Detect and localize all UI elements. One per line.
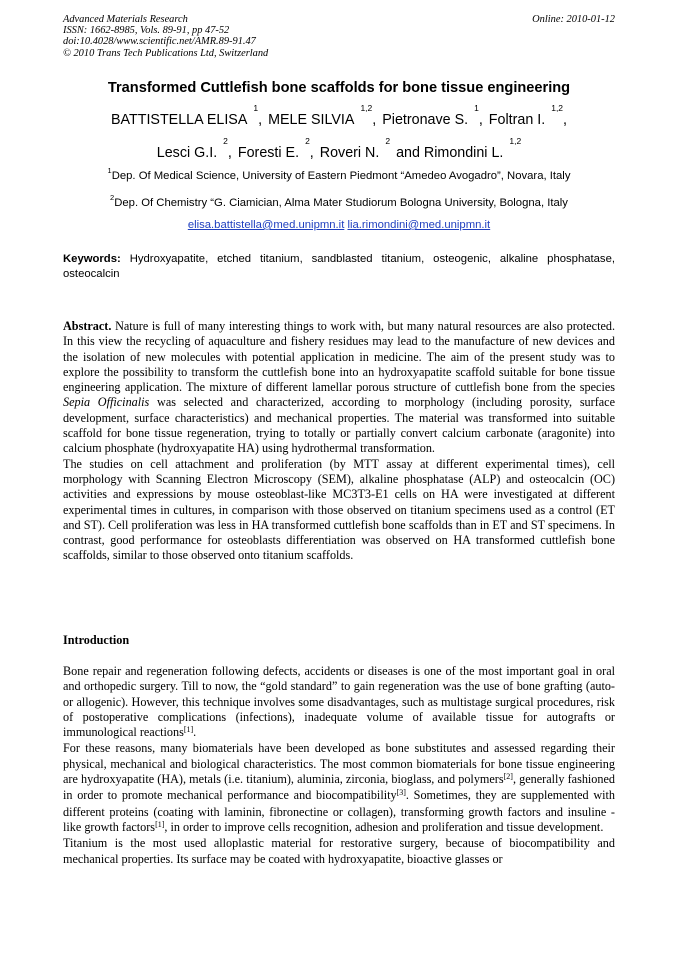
species-name: Sepia Officinalis [63,395,150,410]
author-name: Foltran I.$^{1,2}$, [488,103,568,128]
author-name: Foresti E.$^2$, [237,136,314,161]
citation: [2] [503,772,513,782]
author-emails [63,219,615,231]
keywords-section [63,252,615,281]
author-name: MELE SILVIA$^{1,2}$, [268,103,377,128]
citation: [1] [155,819,165,829]
journal-name: Advanced Materials Research [63,14,188,25]
citation: [1] [183,725,194,735]
section-heading-introduction: Introduction [63,633,130,647]
author-name: BATTISTELLA ELISA$^1$, [110,103,263,128]
author-name: Roveri N.$^2$ [319,136,391,161]
abstract-paragraph-2: The studies on cell attachment and proliferation (by MTT assay at different experimental times), cell morphology with Scanning Electron Microscopy (SEM), alkaline phosphatase (ALP) and osteocalcin (OC) activities and expressions by mouse osteoblast-like MC3T3-E1 cells on HA were investigated at different experimental times in cultures, in comparison with those observed on titanium specimens used as a control (ET and ST). Cell proliferation was less in HA transformed cuttlefish bone scaffolds than in ET and ST specimens. In contrast, good performance for osteoblasts differentiation was observed on HA transformed cuttlefish bone scaffolds, similar to those observed onto titanium scaffolds. [63,456,615,563]
email-link-battistella[interactable]: elisa.battistella@med.unipmn.it [187,219,345,231]
intro-paragraph-3: Titanium is the most used alloplastic material for restorative surgery, because of biocompatibility and mechanical properties. Its surface may be coated with hydroxyapatite, bioactive glasses or [63,836,615,866]
intro-paragraph-2: For these reasons, many biomaterials have been developed as bone substitutes and assessed regarding their physical, mechanical and biological characteristics. The most common biomaterials for bone tissue engineering are hydroxyapatite (HA), metals (i.e. titanium), aluminia, zirconia, bioglass, and polymers[2], generally fashioned in order to promote mechanical performance and biocompatibility[3]. Sometimes, they are supplemented with different proteins (coating with laminin, fibronectine or collagen), transforming growth factors and insuline - like growth factors[1], in order to improve cells recognition, adhesion and proliferation and tissue development. [63,741,615,834]
author-name: and Rimondini L.$^{1,2}$ [396,136,522,161]
issn-line: ISSN: 1662-8985, Vols. 89-91, pp 47-52 [63,25,230,37]
author-name: Lesci G.I.$^2$, [156,136,232,161]
publication-header [63,14,615,59]
citation: [3] [396,788,406,798]
copyright-line: © 2010 Trans Tech Publications Ltd, Switzerland [63,47,269,59]
doi-line: doi:10.4028/www.scientific.net/AMR.89-91.47 [63,36,256,48]
abstract-label: Abstract. [63,319,112,333]
introduction-section [63,664,615,867]
email-link-rimondini[interactable]: lia.rimondini@med.unipmn.it [347,219,491,231]
author-line-1 [63,103,615,128]
author-line-2 [63,136,615,161]
keywords-label: Keywords: [63,253,121,265]
abstract-section [63,319,615,564]
online-date: Online: 2010-01-12 [532,14,615,25]
intro-paragraph-1: Bone repair and regeneration following defects, accidents or diseases is one of the most important goal in oral and orthopedic surgery. Till to now, the “gold standard” to gain regeneration was the use of bone grafting (auto- or allogenic). However, this technique involves some disadvantages, such as multistage surgical procedures, risk of postoperative complications (infections), inadequate volume of available tissue for autografts or immunological reactions[1]. [63,664,615,740]
affiliation-1: $^1$Dep. Of Medical Science, University of Eastern Piedmont “Amedeo Avogadro”, Novara, Italy [107,166,571,182]
author-name: Pietronave S.$^1$, [382,103,483,128]
paper-title: Transformed Cuttlefish bone scaffolds for bone tissue engineering [107,80,571,96]
abstract-paragraph-1: Abstract. Nature is full of many interesting things to work with, but many natural resources are also protected. In this view the recycling of aquaculture and fishery residues may lead to the manufacture of new devices and the isolation of new molecules with potential application in medicine. The aim of the present study was to explore the possibility to transform the cuttlefish bone into an hydroxyapatite scaffold suitable for bone tissue engineering application. The mixture of different lamellar porous structure of cuttlefish bone from the species Sepia Officinalis was selected and characterized, according to morphology (including porosity, surface development, surface characteristics) and mechanical properties. The material was transformed into suitable scaffold for bone tissue regeneration, trying to totally or partially convert calcium carbonate (aragonite) into calcium phosphate (hydroxyapatite HA) using hydrothermal transformation. [63,319,616,456]
keywords-text: Hydroxyapatite, etched titanium, sandblasted titanium, osteogenic, alkaline phosphatase, osteocalcin [63,253,615,280]
affiliation-2: $^2$Dep. Of Chemistry “G. Ciamician, Alma Mater Studiorum Bologna University, Bologna, Italy [110,193,568,209]
